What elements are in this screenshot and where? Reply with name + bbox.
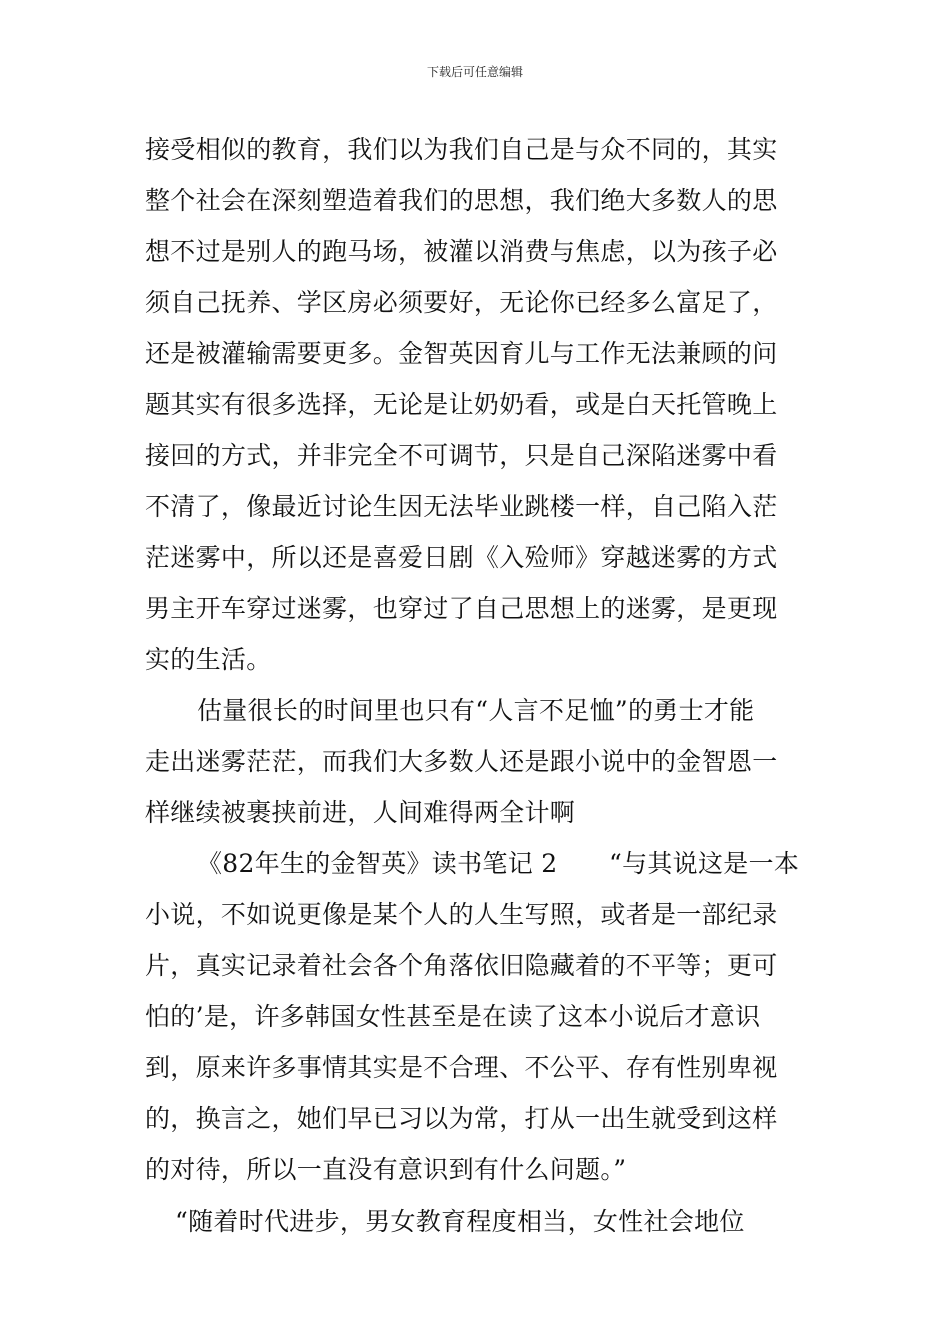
text-line: 接受相似的教育，我们以为我们自己是与众不同的，其实 bbox=[145, 135, 778, 164]
text-line: 不清了，像最近讨论生因无法毕业跳楼一样，自己陷入茫 bbox=[145, 492, 778, 521]
text-line: 到，原来许多事情其实是不合理、不公平、存有性别卑视 bbox=[145, 1053, 778, 1082]
quote-start: “与其说这是一本 bbox=[609, 849, 800, 878]
text-line: 样继续被裹挟前进，人间难得两全计啊 bbox=[145, 798, 576, 827]
page-header: 下载后可任意编辑 bbox=[426, 65, 523, 79]
text-line: 怕的’是，许多韩国女性甚至是在读了这本小说后才意识 bbox=[145, 1002, 761, 1031]
text-line: 的对待，所以一直没有意识到有什么问题。” bbox=[145, 1155, 627, 1184]
text-line: 片，真实记录着社会各个角落依旧隐藏着的不平等；更可 bbox=[145, 951, 778, 980]
text-line: 须自己抚养、学区房必须要好，无论你已经多么富足了， bbox=[145, 288, 778, 317]
text-line: 男主开车穿过迷雾，也穿过了自己思想上的迷雾，是更现 bbox=[145, 594, 778, 623]
text-line: 还是被灌输需要更多。金智英因育儿与工作无法兼顾的问 bbox=[145, 339, 778, 368]
text-line: 走出迷雾茫茫，而我们大多数人还是跟小说中的金智恩一 bbox=[145, 747, 778, 776]
section-title-line bbox=[197, 847, 800, 881]
text-line: 茫迷雾中，所以还是喜爱日剧《入殓师》穿越迷雾的方式 bbox=[145, 543, 778, 572]
text-line: 的，换言之，她们早已习以为常，打从一出生就受到这样 bbox=[145, 1104, 778, 1133]
text-line: 小说，不如说更像是某个人的人生写照，或者是一部纪录 bbox=[145, 900, 778, 929]
text-line: 接回的方式，并非完全不可调节，只是自己深陷迷雾中看 bbox=[145, 441, 778, 470]
text-line: 实的生活。 bbox=[145, 645, 272, 674]
text-line: 想不过是别人的跑马场，被灌以消费与焦虑，以为孩子必 bbox=[145, 237, 778, 266]
text-line: 题其实有很多选择，无论是让奶奶看，或是白天托管晚上 bbox=[145, 390, 778, 419]
text-line: 整个社会在深刻塑造着我们的思想，我们绝大多数人的思 bbox=[145, 186, 778, 215]
paragraph-start: “随着时代进步，男女教育程度相当，女性社会地位 bbox=[175, 1207, 745, 1236]
paragraph-start: 估量很长的时间里也只有“人言不足恤”的勇士才能 bbox=[197, 696, 755, 725]
section-title: 《82年生的金智英》读书笔记 2 bbox=[197, 849, 558, 878]
